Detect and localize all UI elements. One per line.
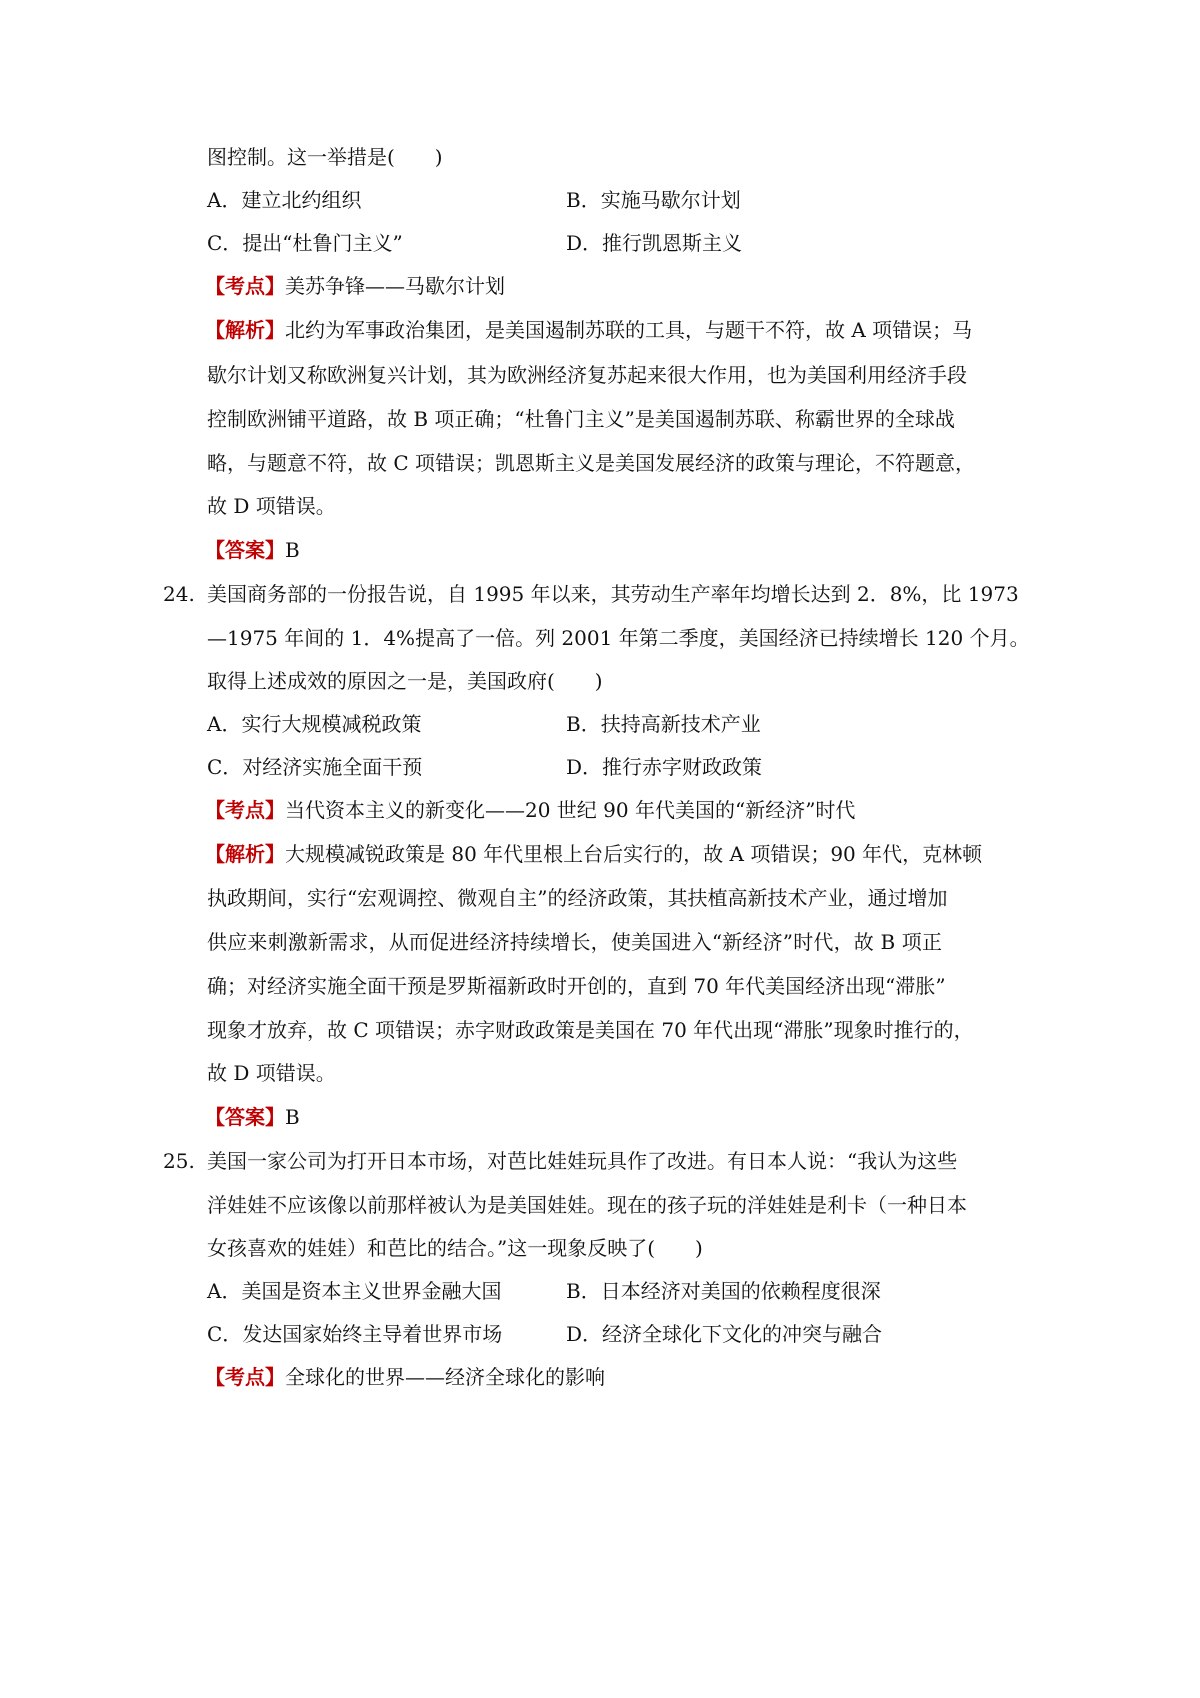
q24-answer: 【答案】B <box>205 1105 300 1129</box>
q24-option-a[interactable]: A．实行大规模减税政策 <box>207 712 422 736</box>
q23-answer: 【答案】B <box>205 538 300 562</box>
q25-option-b[interactable]: B．日本经济对美国的依赖程度很深 <box>566 1279 881 1303</box>
q24-jiexi-line-6: 故 D 项错误。 <box>207 1061 336 1085</box>
q23-option-d[interactable]: D．推行凯恩斯主义 <box>566 231 743 255</box>
q24-option-b[interactable]: B．扶持高新技术产业 <box>566 712 761 736</box>
jiexi-tag: 【解析】 <box>205 842 285 866</box>
q24-jiexi-line-5: 现象才放弃，故 C 项错误；赤字财政政策是美国在 70 年代出现“滞胀”现象时推行的， <box>207 1018 974 1042</box>
q23-jiexi-line-1: 【解析】北约为军事政治集团，是美国遏制苏联的工具，与题干不符，故 A 项错误；马 <box>205 318 973 342</box>
q25-stem-line-3: 女孩喜欢的娃娃）和芭比的结合。”这一现象反映了( ) <box>207 1236 703 1260</box>
q23-option-b[interactable]: B．实施马歇尔计划 <box>566 188 741 212</box>
jiexi-tag: 【解析】 <box>205 318 285 342</box>
q24-option-c[interactable]: C．对经济实施全面干预 <box>207 755 423 779</box>
q24-number: 24. <box>163 582 195 606</box>
q24-jiexi-line-3: 供应来刺激新需求，从而促进经济持续增长，使美国进入“新经济”时代，故 B 项正 <box>207 930 942 954</box>
q25-stem-line-2: 洋娃娃不应该像以前那样被认为是美国娃娃。现在的孩子玩的洋娃娃是利卡（一种日本 <box>207 1193 967 1217</box>
kaodian-tag: 【考点】 <box>205 1365 285 1389</box>
q23-jiexi-line-3: 控制欧洲铺平道路，故 B 项正确；“杜鲁门主义”是美国遏制苏联、称霸世界的全球战 <box>207 407 955 431</box>
kaodian-tag: 【考点】 <box>205 798 285 822</box>
daan-tag: 【答案】 <box>205 538 285 562</box>
q23-option-c[interactable]: C．提出“杜鲁门主义” <box>207 231 403 255</box>
q24-stem-line-2: —1975 年间的 1．4%提高了一倍。列 2001 年第二季度，美国经济已持续增长 120 个月。 <box>207 626 1030 650</box>
q23-stem: 图控制。这一举措是( ) <box>207 145 443 169</box>
q24-jiexi-line-4: 确；对经济实施全面干预是罗斯福新政时开创的，直到 70 年代美国经济出现“滞胀” <box>207 974 946 998</box>
q25-option-a[interactable]: A．美国是资本主义世界金融大国 <box>207 1279 502 1303</box>
q25-stem-line-1: 美国一家公司为打开日本市场，对芭比娃娃玩具作了改进。有日本人说：“我认为这些 <box>207 1149 958 1173</box>
q25-option-d[interactable]: D．经济全球化下文化的冲突与融合 <box>566 1322 883 1346</box>
q25-kaodian: 【考点】全球化的世界——经济全球化的影响 <box>205 1365 605 1389</box>
q23-option-a[interactable]: A．建立北约组织 <box>207 188 362 212</box>
q24-jiexi-line-1: 【解析】大规模减锐政策是 80 年代里根上台后实行的，故 A 项错误；90 年代，克林顿 <box>205 842 983 866</box>
q24-stem-line-3: 取得上述成效的原因之一是，美国政府( ) <box>207 669 603 693</box>
q24-jiexi-line-2: 执政期间，实行“宏观调控、微观自主”的经济政策，其扶植高新技术产业，通过增加 <box>207 886 948 910</box>
q25-option-c[interactable]: C．发达国家始终主导着世界市场 <box>207 1322 503 1346</box>
q23-jiexi-line-5: 故 D 项错误。 <box>207 494 336 518</box>
q24-option-d[interactable]: D．推行赤字财政政策 <box>566 755 763 779</box>
q24-stem-line-1: 美国商务部的一份报告说，自 1995 年以来，其劳动生产率年均增长达到 2．8%，比 1973 <box>207 582 1019 606</box>
q25-number: 25. <box>163 1149 195 1173</box>
kaodian-tag: 【考点】 <box>205 274 285 298</box>
q23-jiexi-line-4: 略，与题意不符，故 C 项错误；凯恩斯主义是美国发展经济的政策与理论，不符题意， <box>207 451 976 475</box>
q23-jiexi-line-2: 歇尔计划又称欧洲复兴计划，其为欧洲经济复苏起来很大作用，也为美国利用经济手段 <box>207 363 967 387</box>
daan-tag: 【答案】 <box>205 1105 285 1129</box>
q23-kaodian: 【考点】美苏争锋——马歇尔计划 <box>205 274 505 298</box>
q24-kaodian: 【考点】当代资本主义的新变化——20 世纪 90 年代美国的“新经济”时代 <box>205 798 856 822</box>
